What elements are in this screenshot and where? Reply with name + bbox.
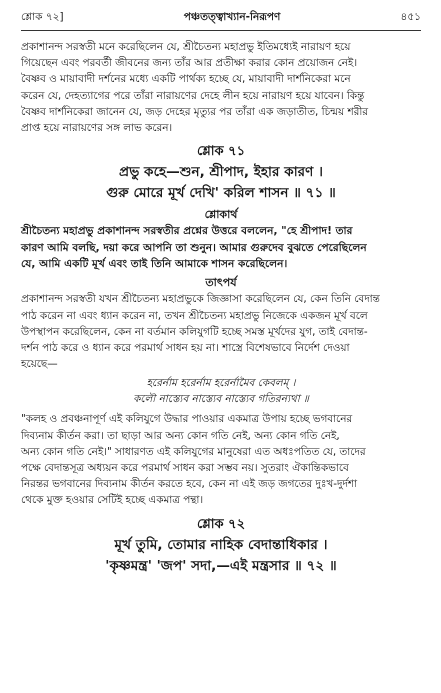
verse-72-line-1: মূর্খ তুমি, তোমার নাহিক বেদান্তাধিকার ।	[114, 536, 328, 553]
text-line: উপস্থাপন করেছিলেন, কেন না বর্তমান কলিযুগটি হচ্ছে সমস্ত মূর্খদের যুগ, তাই বেদান্ত-	[21, 325, 368, 338]
text-line: প্রকাশানন্দ সরস্বতী মনে করেছিলেন যে, শ্রীচৈতন্য মহাপ্রভু ইতিমধ্যেই নারায়ণ হয়ে	[21, 41, 351, 53]
text-line: দিব্যনাম কীর্তন করা। তা ছাড়া আর অন্য কোন গতি নেই, অন্য কোন গতি নেই,	[21, 429, 340, 442]
verse-72-heading: শ্লোক ৭২	[196, 516, 246, 532]
text-line: দর্শন পাঠ করে ও ধ্যান করে পরমার্থ সাধন হয় না। শাস্ত্রে বিশেষভাবে নির্দেশ দেওয়া	[21, 342, 350, 355]
text-line: পাঠ করেন না এবং ধ্যান করেন না, তখন শ্রীচৈতন্য মহাপ্রভু নিজেকে একজন মূর্খ বলে	[21, 309, 368, 322]
intro-paragraph	[21, 39, 421, 136]
purport-heading: তাৎপর্য	[205, 276, 237, 290]
header-rule	[21, 30, 421, 31]
text-line: শ্রীচৈতন্য মহাপ্রভু প্রকাশানন্দ সরস্বতীর প্রশ্নের উত্তরে বললেন, "হে শ্রীপাদ! তার	[21, 225, 353, 238]
text-line: থেকে মুক্ত হওয়ার সেটিই হচ্ছে একমাত্র পন্থা।	[21, 494, 204, 507]
translation-heading: শ্লোকার্থ	[204, 208, 238, 222]
translation-paragraph	[21, 223, 421, 272]
text-line: হয়েছে—	[21, 358, 58, 371]
text-line: প্রকাশানন্দ সরস্বতী যখন শ্রীচৈতন্য মহাপ্রভুকে জিজ্ঞাসা করেছিলেন যে, কেন তিনি বেদান্ত	[21, 293, 380, 306]
text-line: বৈষ্ণব দার্শনিকেরা জানেন যে, জড় দেহের মৃত্যুর পর তাঁরা এক জড়াতীত, চিন্ময় শরীর	[21, 105, 369, 118]
purport-paragraph-1	[21, 291, 421, 372]
text-line: অন্য কোন গতি নেই।" সাধারণত এই কলিযুগের মানুষেরা এত অধঃপতিত যে, তাদের	[21, 445, 366, 458]
text-line: পক্ষে বেদান্তসূত্র অধ্যয়ন করে পরমার্থ সাধন করা সম্ভব নয়। সুতরাং ঐকান্তিকভাবে	[21, 462, 349, 475]
verse-71-line-2: গুরু মোরে মূর্খ দেখি' করিল শাসন ॥ ৭১ ॥	[106, 185, 336, 202]
text-line: গিয়েছেন এবং পরবর্তী জীবনের জন্য তাঁর আর প্রতীক্ষা করার কোন প্রয়োজন নেই।	[21, 57, 358, 70]
verse-72-line-2: 'কৃষ্ণমন্ত্র' 'জপ' সদা,—এই মন্ত্রসার ॥ ৭২ ॥	[105, 557, 337, 574]
text-line: প্রাপ্ত হয়ে নারায়ণের সঙ্গ লাভ করেন।	[21, 122, 173, 135]
text-line: কারণ আমি বলছি, দয়া করে আপনি তা শুনুন। আমার গুরুদেব বুঝতে পেরেছিলেন	[21, 241, 367, 254]
text-line: নিরন্তর ভগবানের দিব্যনাম কীর্তন করতে হবে, কেন না এই জড় জগতের দুঃখ-দুর্দশা	[21, 478, 358, 491]
header-verse-ref: শ্লোক ৭২]	[21, 11, 64, 23]
verse-71-line-1: প্রভু কহে—শুন, শ্রীপাদ, ইহার কারণ ।	[119, 164, 323, 181]
running-header	[21, 10, 421, 28]
quote-line-2: কলৌ নাস্ত্যেব নাস্ত্যেব নাস্ত্যেব গতিরন্যথা ॥	[133, 393, 309, 406]
header-page-number: ৪৫১	[400, 11, 421, 23]
purport-paragraph-2	[21, 411, 421, 508]
text-line: যে, আমি একটি মূর্খ এবং তাই তিনি আমাকে শাসন করেছিলেন।	[21, 258, 288, 271]
text-line: "কলহ ও প্রবঞ্চনাপূর্ণ এই কলিযুগে উদ্ধার পাওয়ার একমাত্র উপায় হচ্ছে ভগবানের	[21, 413, 353, 426]
quote-line-1: হরের্নাম হরের্নাম হরের্নামৈব কেবলম্ ।	[146, 377, 296, 390]
text-line: বৈষ্ণব ও মায়াবাদী দর্শনের মধ্যে একটি পার্থক্য হচ্ছে যে, মায়াবাদী দার্শনিকেরা মনে	[21, 73, 351, 86]
header-chapter-title: পঞ্চতত্ত্বাখ্যান-নিরূপণ	[183, 11, 281, 23]
verse-71-heading: শ্লোক ৭১	[196, 144, 246, 160]
scripture-quote	[21, 375, 421, 407]
text-line: করেন যে, দেহত্যাগের পরে তাঁরা নারায়ণের দেহে লীন হয়ে নারায়ণ হয়ে যাবেন। কিন্তু	[21, 89, 365, 102]
